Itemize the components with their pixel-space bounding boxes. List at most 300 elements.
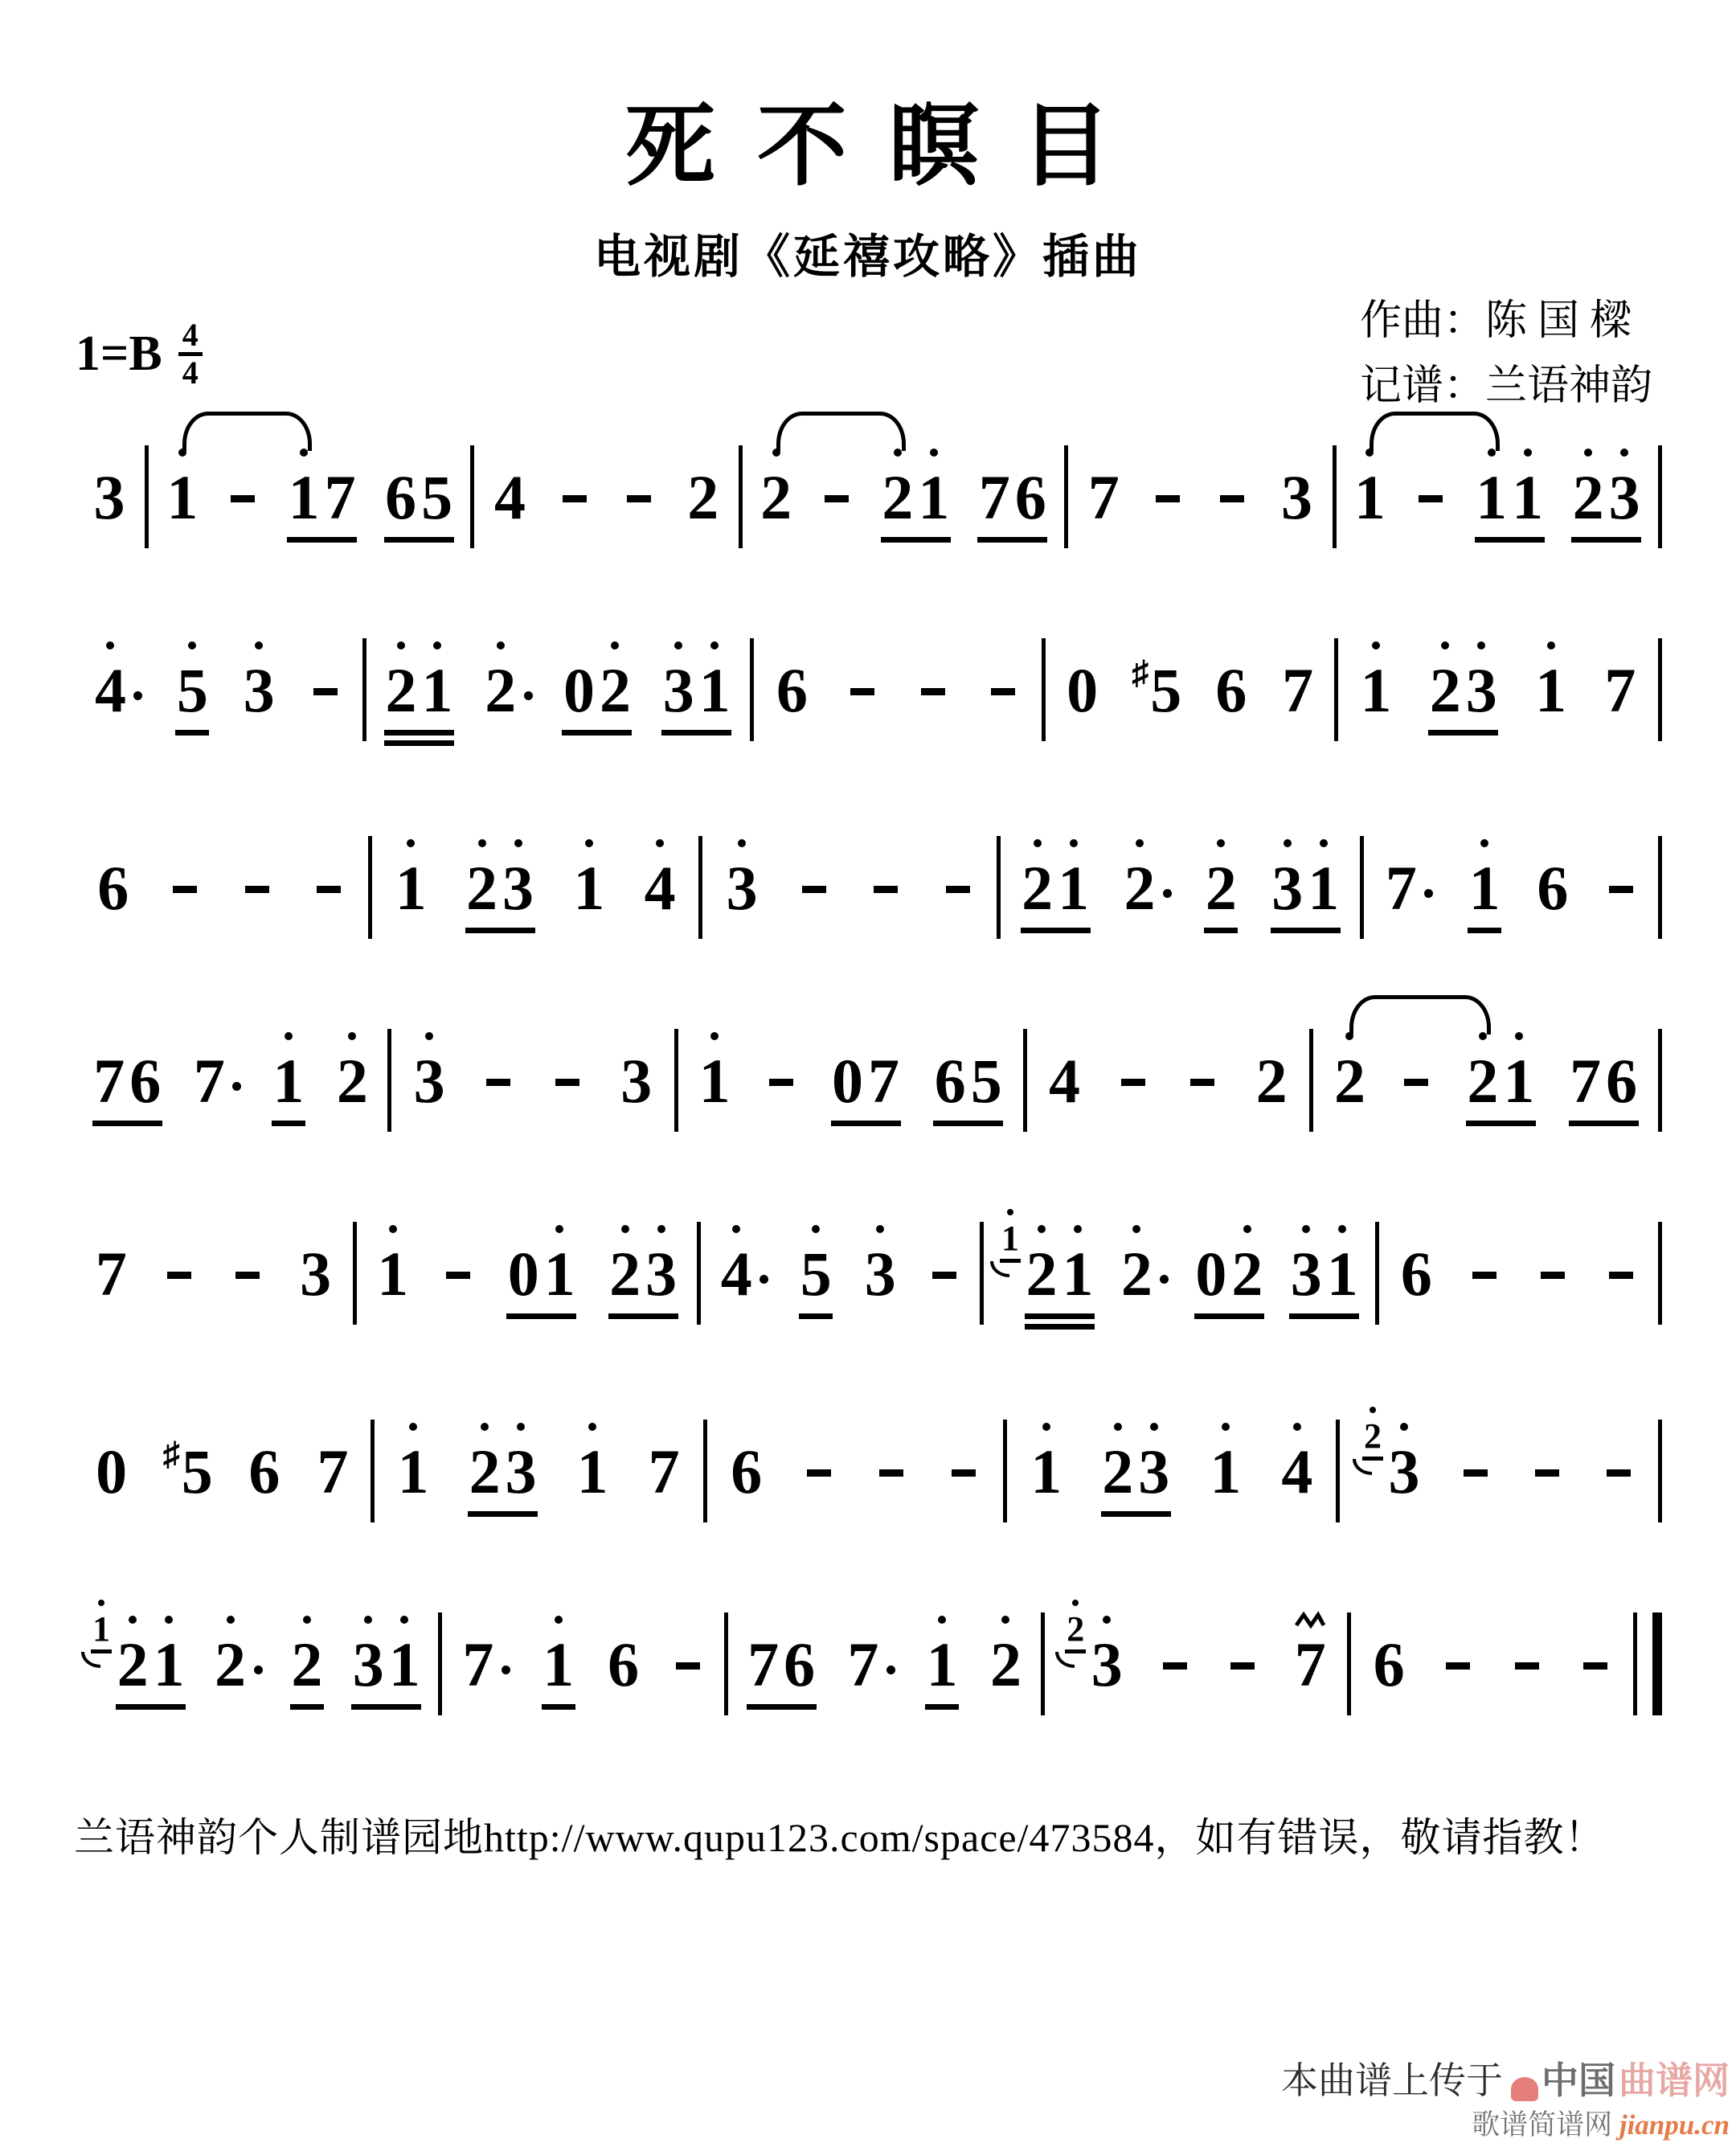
octave-dot (1400, 1423, 1408, 1431)
note-digit: 4 (644, 853, 676, 923)
beam-group (1066, 633, 1099, 725)
note (1441, 1608, 1475, 1699)
note-digit: 1 (1030, 1436, 1062, 1506)
duration-dash (486, 1079, 510, 1086)
note-cell (1151, 440, 1185, 532)
octave-dot (303, 1616, 311, 1624)
tie-arc (776, 412, 906, 451)
beam-group (558, 440, 592, 532)
note-digit: 7 (193, 1046, 225, 1116)
octave-dot (407, 839, 415, 847)
duration-dash (874, 886, 898, 893)
note-digit: 1 (421, 655, 453, 725)
digit-row (93, 1048, 125, 1116)
beam-digits (166, 440, 199, 532)
note-digit: 6 (385, 462, 417, 532)
digit-row (1360, 655, 1392, 725)
digit-row (1401, 1241, 1432, 1309)
octave-area (1477, 633, 1485, 658)
note-digit: 2 (1255, 1046, 1288, 1116)
note-cell (874, 1415, 908, 1506)
octave-area (227, 1608, 235, 1632)
digit-row (648, 1436, 680, 1506)
octave-dot (255, 641, 263, 649)
beam-group (869, 831, 903, 923)
note-cell (1120, 1217, 1169, 1309)
note-digit: 2 (385, 655, 417, 725)
note-digit: 1 (1326, 1239, 1358, 1309)
beam-digits (941, 831, 975, 923)
digit-row (385, 462, 417, 532)
beam-group (1441, 1608, 1475, 1699)
octave-area (409, 1415, 417, 1439)
beam-digits (977, 440, 1047, 543)
duration-dash (1607, 1469, 1631, 1477)
note-digit: 1 (288, 462, 320, 532)
beam-group (941, 831, 975, 923)
beam-group (881, 440, 951, 543)
note-cell (309, 633, 342, 725)
note-cell (272, 1024, 305, 1126)
note (863, 1217, 897, 1309)
duration-dash (1404, 1079, 1428, 1086)
beam-group (1359, 633, 1393, 725)
digit-row (918, 462, 950, 532)
note-digit: 3 (413, 1046, 445, 1116)
beam-group (916, 633, 950, 725)
octave-dot (425, 1032, 433, 1040)
beam-digits (1116, 1024, 1150, 1116)
augmentation-dot (1163, 889, 1172, 898)
beam-digits (287, 440, 357, 543)
beam-digits (248, 1415, 281, 1506)
octave-area (481, 1415, 489, 1439)
digit-row (1606, 1048, 1637, 1116)
octave-area (433, 633, 441, 658)
note-digit: 2 (989, 1629, 1022, 1699)
note-cell (396, 1415, 430, 1506)
duration-dash (235, 1272, 260, 1279)
digit-row (317, 855, 341, 923)
beam-digits (1569, 1024, 1639, 1126)
digit-row (1030, 1436, 1062, 1506)
note (1194, 1217, 1228, 1309)
beam-digits (1255, 1024, 1288, 1116)
note-cell (1414, 440, 1447, 532)
note-digit: 3 (864, 1239, 896, 1309)
note-digit: 1 (397, 1436, 429, 1506)
digit-row (978, 462, 1010, 532)
digit-row (1230, 1632, 1255, 1699)
digit-row (1469, 855, 1501, 923)
note (1255, 1024, 1288, 1116)
beam-group (1534, 633, 1568, 725)
note (396, 1415, 430, 1506)
beam-digits (869, 831, 903, 923)
note (775, 633, 809, 725)
beam-digits (558, 440, 592, 532)
note-cell (562, 633, 632, 736)
octave-dot (1338, 1225, 1346, 1233)
octave-dot (1620, 449, 1628, 457)
digit-row (508, 1241, 539, 1309)
note-cell (1399, 1024, 1433, 1116)
digit-row (1220, 465, 1244, 532)
digit-row (97, 855, 129, 923)
digit-row (563, 465, 587, 532)
note (1021, 831, 1054, 923)
barline (1658, 836, 1662, 939)
augmentation-dot (1424, 889, 1433, 898)
digit-row (935, 1048, 966, 1116)
digit-row (721, 1241, 752, 1309)
note-cell (214, 1608, 263, 1699)
beam-digits (1025, 1217, 1095, 1319)
score (74, 440, 1662, 1801)
note (92, 440, 126, 532)
note-cell (1530, 1415, 1564, 1506)
note-digit: 1 (1058, 853, 1090, 923)
beam-digits (92, 440, 126, 532)
note (323, 440, 357, 532)
beam-digits (116, 1608, 186, 1710)
octave-dot (1515, 1032, 1523, 1040)
beam-digits (671, 1608, 705, 1699)
beam-digits (461, 1608, 495, 1699)
octave-area (285, 1024, 293, 1048)
beam-digits (1604, 831, 1638, 923)
beam-group (242, 633, 276, 725)
note (1289, 1217, 1323, 1309)
note-digit: 2 (1022, 853, 1054, 923)
note (1353, 440, 1386, 532)
note-cell (91, 1608, 186, 1710)
octave-dot (1293, 1423, 1301, 1431)
beam-group (1280, 440, 1314, 532)
beam-group (465, 831, 535, 933)
song-subtitle: 电视剧《延禧攻略》插曲 (593, 231, 1142, 283)
beam-digits (572, 831, 606, 923)
beam-digits (747, 1608, 817, 1710)
beam-digits (299, 1217, 333, 1309)
duration-dash (1220, 495, 1244, 502)
digit-row (832, 1048, 863, 1116)
octave-dot (409, 1423, 417, 1431)
note-cell (1289, 1217, 1359, 1319)
note-digit: 6 (1373, 1629, 1405, 1699)
augmentation-dot (133, 691, 142, 700)
digit-row (1087, 462, 1120, 532)
note-cell (1048, 1024, 1082, 1116)
note-cell (1359, 633, 1393, 725)
beam-group (1333, 1024, 1366, 1116)
note-cell (242, 633, 276, 725)
octave-dot (1038, 1225, 1046, 1233)
beam-group (1116, 1024, 1150, 1116)
note-digit: 5 (176, 655, 208, 725)
octave-area (1132, 1217, 1140, 1241)
digit-row (874, 855, 898, 923)
digit-row (117, 1629, 149, 1699)
digit-row (952, 1439, 976, 1506)
measure (678, 1024, 1023, 1126)
octave-area (400, 1608, 408, 1632)
note-digit: 6 (248, 1436, 280, 1506)
note-digit: 2 (1467, 1046, 1499, 1116)
digit-row (272, 1048, 304, 1116)
digit-row (1138, 1436, 1170, 1506)
digit-row (760, 462, 792, 532)
note-cell (575, 1415, 609, 1506)
note-digit: 6 (776, 655, 808, 725)
note (1057, 831, 1091, 923)
note (1214, 633, 1248, 725)
beam-group (1151, 440, 1185, 532)
note-cell (1372, 1608, 1406, 1699)
octave-area (1338, 1217, 1346, 1241)
note (845, 633, 879, 725)
beam-group (1281, 633, 1315, 725)
note (977, 440, 1011, 532)
beam-digits (1151, 440, 1185, 532)
octave-dot (710, 641, 719, 649)
note-cell (1065, 1608, 1124, 1699)
sharp-sign: ♯ (1132, 655, 1149, 692)
note-cell (1569, 1024, 1639, 1126)
octave-dot (1132, 1225, 1140, 1233)
note (1185, 1024, 1219, 1116)
digit-row (317, 1436, 349, 1506)
digit-row (231, 465, 255, 532)
tie-arc (1370, 412, 1499, 451)
note-digit: 6 (934, 1046, 966, 1116)
note (92, 1024, 126, 1116)
note-cell (1604, 831, 1638, 923)
beam-group (484, 633, 518, 725)
note (551, 1024, 584, 1116)
score-line (74, 1024, 1662, 1132)
note-digit: 1 (542, 1629, 575, 1699)
duration-dash (1419, 495, 1443, 502)
note (562, 633, 596, 725)
beam-digits (396, 1415, 430, 1506)
beam-digits (484, 633, 518, 725)
digit-row (395, 855, 427, 923)
beam-digits (1603, 633, 1637, 725)
octave-dot (1243, 1225, 1251, 1233)
beam-group (309, 633, 342, 725)
digit-row (1541, 1241, 1565, 1309)
note-digit: 1 (1535, 655, 1567, 725)
octave-area (1302, 1217, 1310, 1241)
measure (754, 633, 1042, 725)
digit-row (847, 1629, 879, 1699)
note-digit: 1 (543, 1239, 575, 1309)
note-digit: 2 (117, 1629, 149, 1699)
note (1087, 440, 1120, 532)
beam-digits (989, 1608, 1022, 1699)
note-cell (947, 1415, 981, 1506)
beam-digits (1204, 831, 1238, 933)
digit-row (932, 1241, 956, 1309)
octave-area (1243, 1217, 1251, 1241)
grace-underline (1362, 1457, 1383, 1461)
octave-dot (611, 641, 619, 649)
beam-digits (1215, 440, 1249, 532)
beam-digits (1214, 633, 1248, 725)
note (1204, 831, 1238, 923)
beam-group (989, 1608, 1022, 1699)
upload-prefix: 本曲谱上传于 (1281, 2060, 1503, 2101)
note (504, 1415, 538, 1506)
note-cell (1281, 633, 1315, 725)
duration-dash (563, 495, 587, 502)
note (1466, 1024, 1500, 1116)
octave-area (1038, 1217, 1046, 1241)
note-digit: 2 (485, 655, 517, 725)
beam-digits (1534, 633, 1568, 725)
note-cell (231, 1217, 264, 1309)
note (1464, 633, 1498, 725)
note (542, 1608, 575, 1699)
octave-area (585, 831, 593, 855)
note-cell (1293, 1608, 1327, 1699)
note-cell (1604, 1217, 1638, 1309)
digit-row (731, 1436, 763, 1506)
measure (1379, 1217, 1658, 1309)
digit-row (1102, 1436, 1134, 1506)
octave-area (425, 1024, 433, 1048)
beam-digits (1021, 831, 1091, 933)
note-digit: 6 (1537, 853, 1569, 923)
note-digit: 6 (784, 1629, 816, 1699)
measure (74, 633, 362, 736)
digit-row (879, 1439, 903, 1506)
note (608, 1217, 642, 1309)
note-cell (287, 440, 357, 543)
octave-dot (1074, 1225, 1082, 1233)
beam-digits (441, 1217, 475, 1309)
beam-group (608, 1217, 678, 1319)
beam-digits (1578, 1608, 1612, 1699)
digit-row (1535, 655, 1567, 725)
note-digit: 2 (466, 853, 498, 923)
digit-row (502, 855, 534, 923)
duration-dash (231, 495, 255, 502)
note-cell (989, 1608, 1022, 1699)
note-digit: 3 (502, 853, 534, 923)
note-cell (465, 831, 535, 933)
beam-group (1132, 633, 1181, 725)
digit-row (850, 658, 874, 725)
beam-group (96, 831, 130, 923)
digit-row (385, 655, 417, 725)
transcriber-line (1360, 354, 1652, 420)
digit-row (555, 1048, 579, 1116)
beam-group (1569, 1024, 1639, 1126)
beam-digits (1399, 1024, 1433, 1116)
note-digit: 3 (1290, 1239, 1322, 1309)
beam-digits (92, 1024, 162, 1126)
octave-area (1524, 440, 1532, 465)
beam-group (384, 633, 454, 746)
measure (375, 1415, 703, 1517)
note (214, 1608, 248, 1699)
beam-group (572, 831, 606, 923)
note-digit: 1 (272, 1046, 305, 1116)
note-digit: 3 (662, 655, 694, 725)
octave-area (348, 1024, 356, 1048)
measure (74, 1217, 353, 1309)
note (916, 633, 950, 725)
beam-digits (820, 440, 854, 532)
note (1604, 1217, 1638, 1309)
note (506, 1217, 540, 1309)
note-digit: 3 (1281, 462, 1312, 532)
octave-area (1103, 1608, 1111, 1632)
note (412, 1024, 446, 1116)
note-cell (335, 1024, 369, 1116)
duration-dash (1472, 1272, 1496, 1279)
score-line (74, 1608, 1662, 1715)
beam-group (820, 440, 854, 532)
beam-digits (1123, 831, 1157, 923)
note-digit: 3 (1138, 1436, 1170, 1506)
measure (357, 1217, 697, 1319)
note (1066, 633, 1099, 725)
beam-digits (95, 1415, 129, 1506)
beam-digits (1289, 1217, 1359, 1319)
measure (1068, 440, 1332, 532)
augmentation-dot (760, 1275, 768, 1284)
note-digit: 0 (507, 1239, 539, 1309)
beam-digits (175, 633, 209, 736)
note-cell (869, 831, 903, 923)
beam-digits (1414, 440, 1447, 532)
note (1230, 1217, 1264, 1309)
beam-digits (1468, 831, 1501, 933)
beam-group (1289, 1217, 1359, 1319)
beam-group (481, 1024, 515, 1116)
beam-group (248, 1415, 281, 1506)
note (542, 1217, 576, 1309)
duration-dash (991, 688, 1015, 695)
beam-digits (1459, 1415, 1492, 1506)
note (248, 1415, 281, 1506)
note (175, 633, 209, 725)
beam-digits (384, 440, 454, 543)
beam-group (863, 1217, 897, 1309)
note-digit: 3 (620, 1046, 653, 1116)
note (1061, 1217, 1095, 1309)
beam-digits (986, 633, 1020, 725)
note-digit: 2 (1205, 853, 1237, 923)
barline (1658, 1222, 1662, 1325)
grace-octave-area (1370, 1402, 1376, 1418)
octave-dot (1222, 1423, 1230, 1431)
beam-digits (94, 1217, 128, 1309)
octave-area (555, 1217, 563, 1241)
note-cell (1116, 1024, 1150, 1116)
digit-row (802, 855, 826, 923)
note (1399, 1024, 1433, 1116)
key-signature (76, 318, 203, 390)
note-digit: 6 (97, 853, 129, 923)
beam-digits (335, 1024, 369, 1116)
beam-group (1185, 1024, 1219, 1116)
note-digit: 0 (96, 1436, 128, 1506)
octave-area (478, 831, 486, 855)
